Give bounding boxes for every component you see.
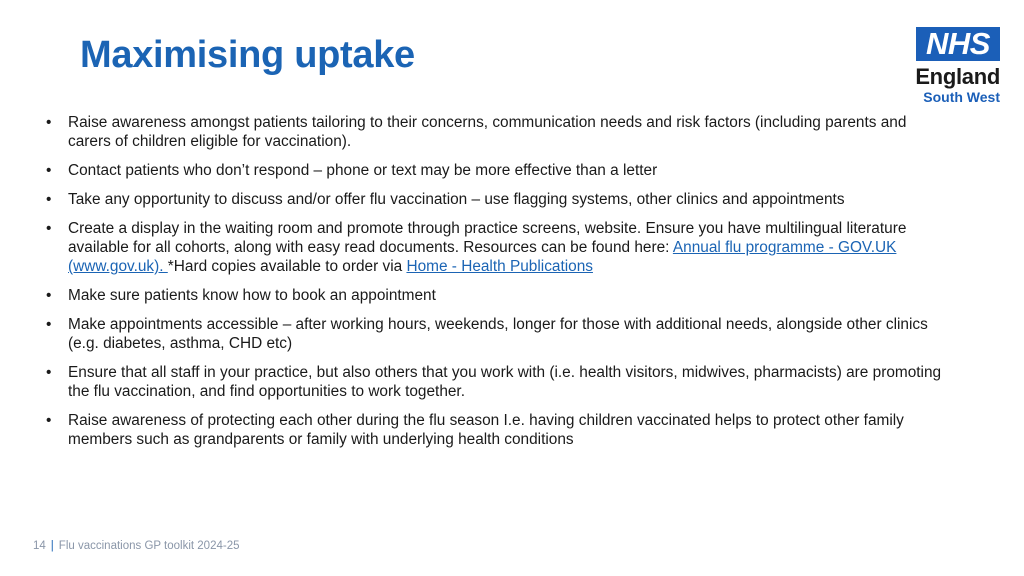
bullet-text: Create a display in the waiting room and promote through practice screens, website. Ensure you have multilingual literature available for all cohorts, along with easy read documents. Resources can be found here: [68,220,907,256]
gov-uk-flu-programme-link[interactable]: Annual flu programme - GOV.UK (www.gov.uk). [68,239,897,275]
health-publications-link[interactable]: Home - Health Publications [406,258,593,275]
bullet-item [44,113,944,151]
nhs-badge: NHS [916,27,1000,61]
bullet-text: Contact patients who don’t respond – phone or text may be more effective than a letter [68,162,658,179]
bullet-text: Make sure patients know how to book an appointment [68,287,436,304]
bullet-text: Raise awareness amongst patients tailoring to their concerns, communication needs and risk factors (including parents and carers of children eligible for vaccination). [68,114,907,150]
bullet-item [44,286,944,305]
bullet-list [44,113,944,459]
footer-doc-title: Flu vaccinations GP toolkit 2024-25 [58,540,240,552]
logo-region-name: South West [923,89,1000,105]
bullet-item [44,363,944,401]
bullet-text: Raise awareness of protecting each other during the flu season I.e. having children vaccinated helps to protect other family members such as grandparents or family with underlying health conditions [68,412,904,448]
bullet-text: Take any opportunity to discuss and/or offer flu vaccination – use flagging systems, other clinics and appointments [68,191,845,208]
logo-org-name: England [915,64,1000,89]
slide-title: Maximising uptake [80,34,415,76]
bullet-text: Make appointments accessible – after working hours, weekends, longer for those with additional needs, alongside other clinics (e.g. diabetes, asthma, CHD etc) [68,316,928,352]
bullet-item [44,315,944,353]
bullet-item [44,411,944,449]
bullet-item [44,161,944,180]
bullet-item [44,190,944,209]
bullet-item [44,219,944,276]
bullet-text: *Hard copies available to order via [167,258,407,275]
footer-separator: | [50,540,54,552]
nhs-england-logo [914,27,1000,105]
slide-footer [33,540,240,552]
bullet-text: Ensure that all staff in your practice, but also others that you work with (i.e. health visitors, midwives, pharmacists) are promoting the flu vaccination, and find opportunities to work together. [68,364,942,400]
page-number: 14 [33,540,46,552]
